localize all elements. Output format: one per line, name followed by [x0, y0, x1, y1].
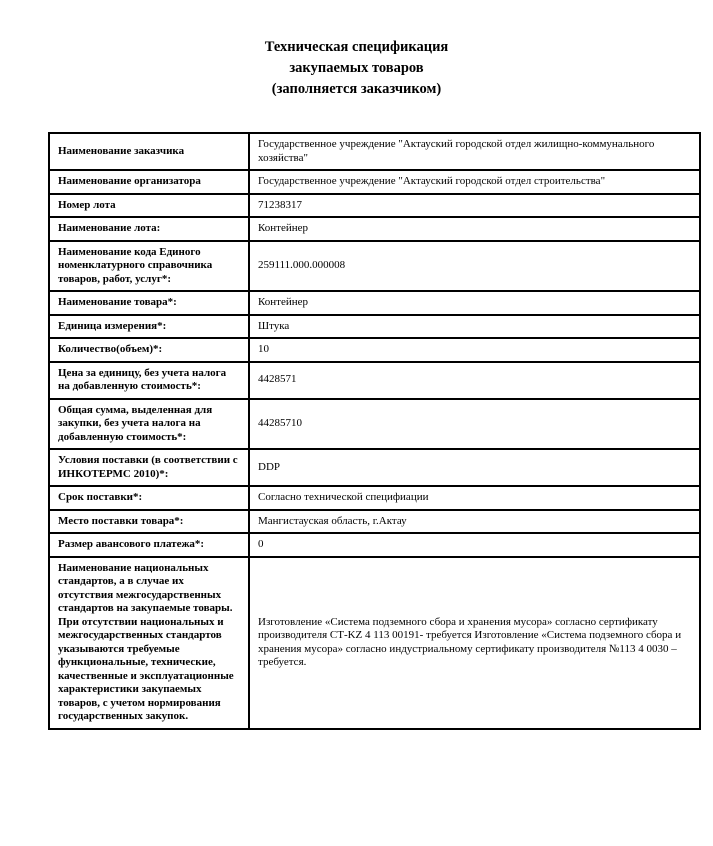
row-value: Согласно технической специфиации [249, 486, 700, 510]
row-label: Номер лота [49, 194, 249, 218]
row-label: Условия поставки (в соответствии с ИНКОТЕРМС 2010)*: [49, 449, 249, 486]
row-value: DDP [249, 449, 700, 486]
spec-table [48, 132, 701, 730]
row-value: Государственное учреждение "Актауский городской отдел жилищно-коммунального хозяйства" [249, 133, 700, 170]
row-label: Общая сумма, выделенная для закупки, без учета налога на добавленную стоимость*: [49, 399, 249, 450]
row-label: Наименование заказчика [49, 133, 249, 170]
row-label: Наименование товара*: [49, 291, 249, 315]
row-label: Место поставки товара*: [49, 510, 249, 534]
row-label: Цена за единицу, без учета налога на добавленную стоимость*: [49, 362, 249, 399]
table-row [49, 486, 700, 510]
table-row [49, 338, 700, 362]
table-row [49, 217, 700, 241]
title-line-3: (заполняется заказчиком) [271, 81, 442, 97]
row-value: Контейнер [249, 217, 700, 241]
row-value: 259111.000.000008 [249, 241, 700, 292]
table-row [49, 133, 700, 170]
row-label: Наименование организатора [49, 170, 249, 194]
row-value: Мангистауская область, г.Актау [249, 510, 700, 534]
row-value: 44285710 [249, 399, 700, 450]
document-title [0, 37, 713, 100]
row-label: Количество(объем)*: [49, 338, 249, 362]
row-value: 0 [249, 533, 700, 557]
table-row [49, 533, 700, 557]
table-row [49, 241, 700, 292]
row-label: Срок поставки*: [49, 486, 249, 510]
table-row [49, 170, 700, 194]
table-row [49, 449, 700, 486]
table-row [49, 510, 700, 534]
row-label: Наименование кода Единого номенклатурного справочника товаров, работ, услуг*: [49, 241, 249, 292]
table-row [49, 194, 700, 218]
row-value: 71238317 [249, 194, 700, 218]
table-row [49, 315, 700, 339]
table-row [49, 362, 700, 399]
row-value: 10 [249, 338, 700, 362]
row-value: Государственное учреждение "Актауский городской отдел строительства" [249, 170, 700, 194]
table-row [49, 291, 700, 315]
row-value: Штука [249, 315, 700, 339]
row-value: 4428571 [249, 362, 700, 399]
row-label: Единица измерения*: [49, 315, 249, 339]
row-value: Изготовление «Система подземного сбора и хранения мусора» согласно сертификату производителя СТ-KZ 4 113 00191- требуется Изготовление «Система подземного сбора и хранения мусора» согласно индустриальному сертификату производителя №113 4 0030 – требуется. [249, 557, 700, 729]
table-row [49, 557, 700, 729]
row-value: Контейнер [249, 291, 700, 315]
table-row [49, 399, 700, 450]
row-label: Размер авансового платежа*: [49, 533, 249, 557]
spec-table-body [49, 133, 700, 729]
document-page [0, 37, 713, 730]
title-line-1: Техническая спецификация [264, 39, 449, 55]
row-label: Наименование лота: [49, 217, 249, 241]
row-label: Наименование национальных стандартов, а в случае их отсутствия межгосударственных стандартов на закупаемые товары. При отсутствии национальных и межгосударственных стандартов указываются требуемые функциональные, технические, качественные и эксплуатационные характеристики закупаемых товаров, с учетом нормирования государственных закупок. [49, 557, 249, 729]
title-line-2: закупаемых товаров [289, 60, 424, 76]
